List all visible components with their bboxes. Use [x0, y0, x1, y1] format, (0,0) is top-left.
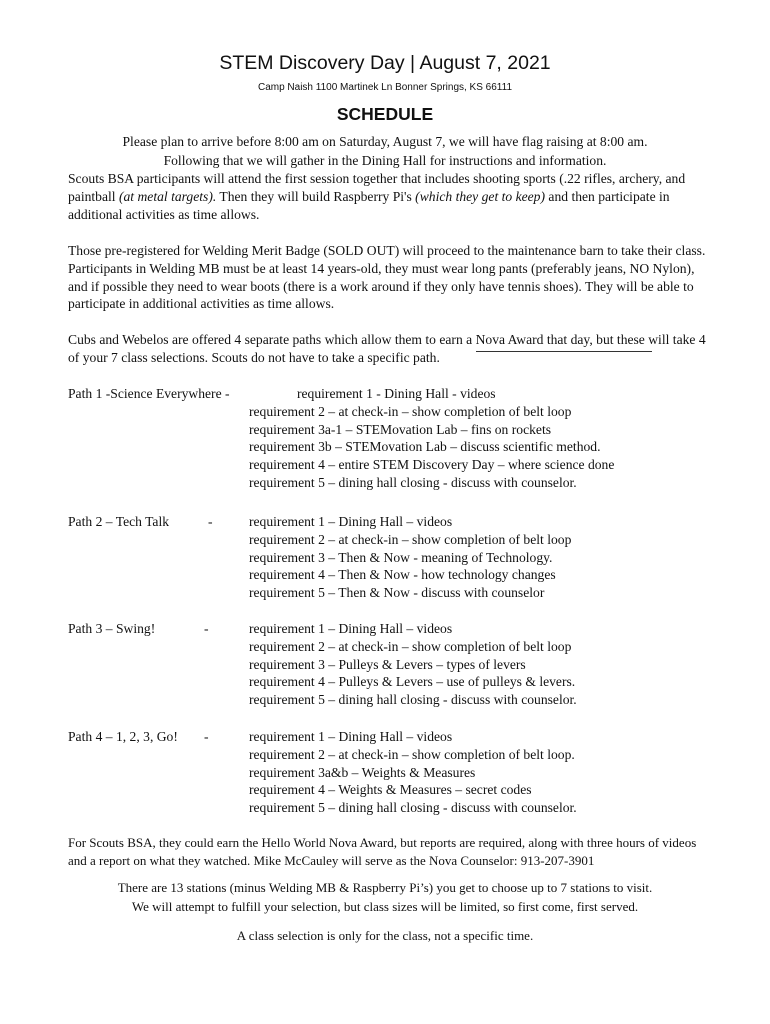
scouts-bsa-italic-a: (at metal targets). — [118, 188, 217, 204]
path-3-requirement: requirement 3 – Pulleys & Levers – types of levers — [249, 656, 526, 672]
stations-line-2: We will attempt to fulfill your selection, but class sizes will be limited, so first come, first served. — [131, 899, 639, 914]
scouts-bsa-italic-b: (which they get to keep) — [415, 188, 546, 204]
path-3-label: Path 3 – Swing! — [68, 621, 156, 636]
path-1-requirement: requirement 1 - Dining Hall - videos — [297, 386, 496, 401]
scouts-bsa-text-c: and then participate in additional activities as time allows. — [68, 188, 670, 222]
schedule-heading: SCHEDULE — [336, 104, 434, 124]
path-2-requirement: requirement 5 – Then & Now - discuss with counselor — [249, 585, 545, 601]
path-2-requirement: requirement 2 – at check-in – show completion of belt loop — [249, 531, 572, 547]
cubs-webelos-text: Cubs and Webelos are offered 4 separate paths which allow them to earn a Nova Award that day, but these will take 4 of your 7 class selections. Scouts do not have to take a specific path. — [68, 332, 706, 365]
cubs-webelos-paragraph — [68, 331, 708, 367]
welding-text: Those pre-registered for Welding Merit Badge (SOLD OUT) will proceed to the maintenance barn to take their class. Participants in Welding MB must be at least 14 years-old, they must wear long pants (preferably jeans, NO Nylon), and if possible they need to wear boots (there is a work around if they only have tennis shoes). They will be able to participate in additional activities as time allows. — [68, 243, 706, 312]
underline-rule — [476, 351, 652, 352]
path-1-requirement: requirement 3b – STEMovation Lab – discuss scientific method. — [249, 439, 601, 455]
nova-award-text: For Scouts BSA, they could earn the Hello World Nova Award, but reports are required, along with three hours of videos and a report on what they watched. Mike McCauley will serve as the Nova Counselor: 913-207-3901 — [68, 835, 697, 868]
path-3-requirement: requirement 4 – Pulleys & Levers – use of pulleys & levers. — [249, 674, 576, 690]
path-4-requirement: requirement 5 – dining hall closing - discuss with counselor. — [249, 800, 577, 816]
closing-note: A class selection is only for the class, not a specific time. — [236, 928, 534, 943]
path-4-requirement: requirement 3a&b – Weights & Measures — [249, 764, 476, 780]
scouts-bsa-text-a: Scouts BSA participants will attend the first session together that includes shooting sports (.22 rifles, archery, and paintball — [68, 171, 686, 204]
path-4-requirement: requirement 4 – Weights & Measures – secret codes — [249, 782, 532, 798]
nova-award-paragraph — [68, 834, 708, 870]
intro-line-2: Following that we will gather in the Dining Hall for instructions and information. — [163, 153, 607, 168]
stations-line-1: There are 13 stations (minus Welding MB & Raspberry Pi’s) you get to choose up to 7 stations to visit. — [117, 880, 653, 895]
path-4-dash: - — [204, 729, 209, 744]
path-3-requirement: requirement 2 – at check-in – show completion of belt loop — [249, 638, 572, 654]
path-1-label: Path 1 -Science Everywhere - — [68, 386, 230, 401]
path-1-requirement: requirement 4 – entire STEM Discovery Day – where science done — [249, 457, 615, 473]
path-2-requirement: requirement 1 – Dining Hall – videos — [249, 514, 453, 529]
event-address: Camp Naish 1100 Martinek Ln Bonner Springs, KS 66111 — [257, 82, 513, 93]
scouts-bsa-text-b: Then they will build Raspberry Pi's — [216, 188, 416, 204]
path-4-requirement: requirement 2 – at check-in – show completion of belt loop. — [249, 746, 575, 762]
path-1-requirement: requirement 5 – dining hall closing - discuss with counselor. — [249, 474, 577, 490]
path-1-requirements — [249, 385, 614, 492]
path-2-requirement: requirement 3 – Then & Now - meaning of Technology. — [249, 549, 553, 565]
path-4-requirement: requirement 1 – Dining Hall – videos — [249, 729, 453, 744]
path-3-requirements — [249, 620, 577, 709]
path-4-requirements — [249, 728, 577, 817]
path-4-label: Path 4 – 1, 2, 3, Go! — [68, 729, 178, 744]
scouts-bsa-paragraph — [68, 170, 708, 223]
path-2-requirements — [249, 513, 571, 602]
path-2-dash: - — [208, 514, 213, 529]
intro-line-1: Please plan to arrive before 8:00 am on Saturday, August 7, we will have flag raising at 8:00 am. — [122, 134, 648, 149]
welding-paragraph — [68, 242, 708, 313]
page-title: STEM Discovery Day | August 7, 2021 — [219, 52, 551, 74]
path-2-label: Path 2 – Tech Talk — [68, 514, 170, 529]
path-2-requirement: requirement 4 – Then & Now - how technology changes — [249, 567, 556, 583]
path-3-dash: - — [204, 621, 209, 636]
path-1-requirement: requirement 2 – at check-in – show completion of belt loop — [249, 403, 572, 419]
path-3-requirement: requirement 1 – Dining Hall – videos — [249, 621, 453, 636]
path-1-requirement: requirement 3a-1 – STEMovation Lab – fins on rockets — [249, 421, 552, 437]
path-3-requirement: requirement 5 – dining hall closing - discuss with counselor. — [249, 692, 577, 708]
